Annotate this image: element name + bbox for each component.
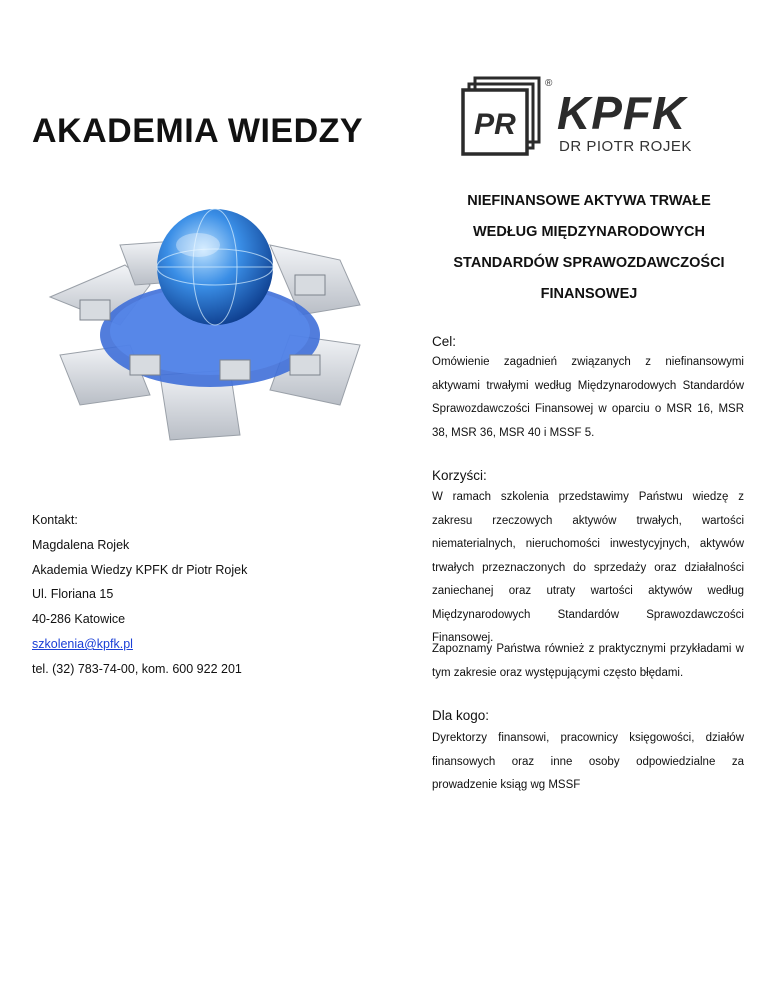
course-title-line: STANDARDÓW SPRAWOZDAWCZOŚCI [453,255,725,271]
benefits-text: W ramach szkolenia przedstawimy Państwu wiedzę z zakresu rzeczowych aktywów trwałych, wartości niematerialnych, nieruchomości inwestycyjnych, aktywów trwałych przeznaczonych do sprzedaży oraz działalności zaniechanej oraz utraty wartości aktywów według Międzynarodowych Standardów Sprawozdawczości Finansowej. [432,491,744,644]
globe-icon [157,209,273,325]
course-title-line: FINANSOWEJ [540,286,638,302]
course-title [432,186,746,310]
network-globe-illustration [40,205,380,445]
audience-text: Dyrektorzy finansowi, pracownicy księgowości, działów finansowych oraz inne osoby odpowiedzialne za prowadzenie ksiąg wg MSSF [432,732,744,791]
benefits-text-2: Zapoznamy Państwa również z praktycznymi przykładami w tym zakresie oraz występującymi często błędami. [432,643,744,679]
kpfk-logo [453,72,733,164]
course-title-line: NIEFINANSOWE AKTYWA TRWAŁE [467,193,711,209]
logo-mark-icon [453,72,553,164]
contact-phone: tel. (32) 783-74-00, kom. 600 922 201 [32,661,242,676]
logo-brand: KPFK [557,87,687,139]
course-title-line: WEDŁUG MIĘDZYNARODOWYCH [473,224,705,240]
logo-monogram: PR [474,108,516,141]
contact-city: 40-286 Katowice [32,612,126,627]
contact-street: Ul. Floriana 15 [32,587,114,602]
audience-heading: Dla kogo: [432,708,490,723]
logo-subtitle: DR PIOTR ROJEK [559,138,692,155]
goal-text: Omówienie zagadnień związanych z niefinansowymi aktywami trwałymi według Międzynarodowych Standardów Sprawozdawczości Finansowej w oparciu o MSR 16, MSR 38, MSR 36, MSR 40 i MSSF 5. [432,356,744,439]
contact-email-link[interactable]: szkolenia@kpfk.pl [32,636,133,651]
benefits-heading: Korzyści: [432,468,487,483]
goal-heading: Cel: [432,334,457,349]
contact-company: Akademia Wiedzy KPFK dr Piotr Rojek [32,562,248,577]
contact-block [32,508,247,682]
contact-label: Kontakt: [32,513,78,527]
contact-name: Magdalena Rojek [32,537,130,552]
page-title: AKADEMIA WIEDZY [32,112,364,150]
registered-mark: ® [545,78,553,89]
